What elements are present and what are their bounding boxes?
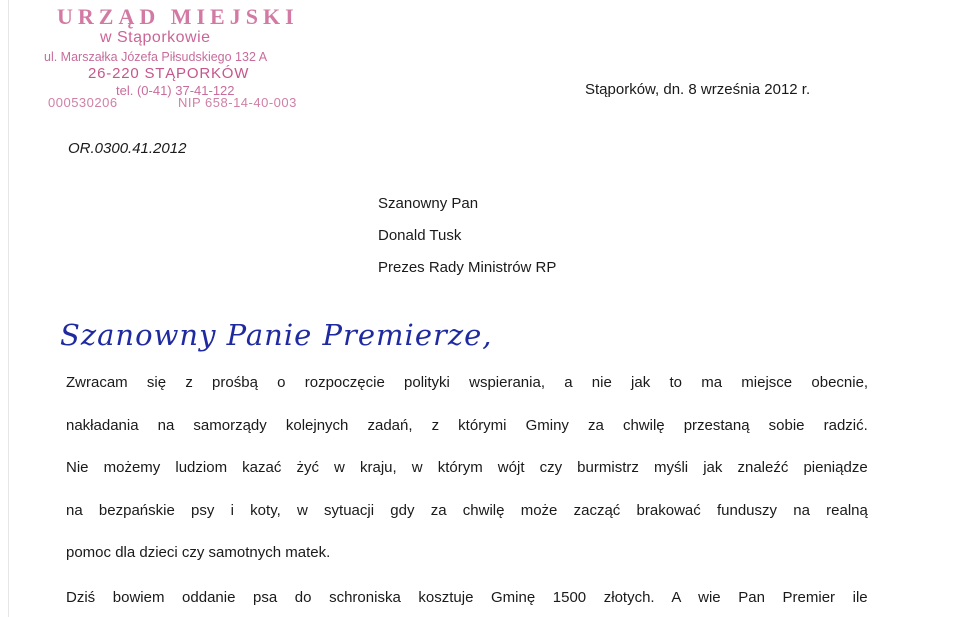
body-line-2: nakładania na samorządy kolejnych zadań, z którymi Gminy za chwilę przestaną sobie radzić. bbox=[66, 417, 868, 434]
stamp-city: 26-220 STĄPORKÓW bbox=[88, 65, 250, 82]
stamp-title: URZĄD MIEJSKI bbox=[57, 4, 299, 29]
body-line-3: Nie możemy ludziom kazać żyć w kraju, w którym wójt czy burmistrz myśli jak znaleźć pieniądze bbox=[66, 459, 868, 476]
recipient-line-1: Szanowny Pan bbox=[378, 195, 479, 212]
stamp-nip: NIP 658-14-40-003 bbox=[178, 95, 297, 110]
body-line-6: Dziś bowiem oddanie psa do schroniska kosztuje Gminę 1500 złotych. A wie Pan Premier ile bbox=[66, 589, 868, 606]
body-line-5: pomoc dla dzieci czy samotnych matek. bbox=[66, 544, 331, 561]
stamp-phone: tel. (0-41) 37-41-122 bbox=[116, 83, 235, 98]
letter-date: Stąporków, dn. 8 września 2012 r. bbox=[585, 81, 811, 98]
reference-number: OR.0300.41.2012 bbox=[68, 140, 187, 157]
page-edge bbox=[8, 0, 9, 617]
handwritten-salutation: Szanowny Panie Premierze, bbox=[60, 318, 493, 352]
stamp-address: ul. Marszałka Józefa Piłsudskiego 132 A bbox=[44, 50, 268, 64]
stamp-subtitle: w Stąporkowie bbox=[100, 29, 211, 46]
recipient-line-3: Prezes Rady Ministrów RP bbox=[378, 259, 557, 276]
body-line-1: Zwracam się z prośbą o rozpoczęcie polityki wspierania, a nie jak to ma miejsce obecnie, bbox=[66, 374, 869, 391]
body-line-4: na bezpańskie psy i koty, w sytuacji gdy za chwilę może zacząć brakować funduszy na realną bbox=[66, 502, 868, 519]
stamp-regon: 000530206 bbox=[48, 95, 118, 110]
recipient-line-2: Donald Tusk bbox=[378, 227, 462, 244]
